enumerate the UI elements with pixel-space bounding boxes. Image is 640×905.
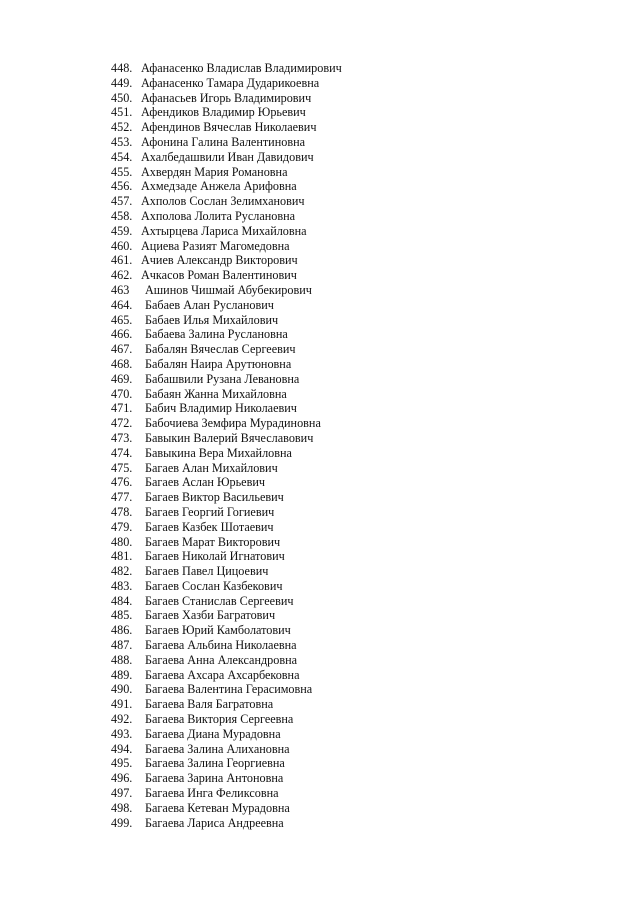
entry-number: 464. (111, 297, 133, 312)
entry-number: 491. (111, 697, 133, 712)
entry-number: 457. (111, 194, 133, 209)
entry-number: 465. (111, 312, 133, 327)
entry-name: Багаев Павел Цицоевич (145, 564, 269, 579)
entry-name: Ахполова Лолита Руслановна (141, 208, 296, 223)
entry-number: 487. (111, 638, 133, 653)
entry-number: 488. (111, 652, 133, 667)
entry-number: 461. (111, 253, 133, 268)
entry-number: 471. (111, 401, 133, 416)
entry-number: 451. (111, 105, 133, 120)
list-item (111, 298, 342, 313)
list-item (111, 682, 342, 697)
entry-number: 460. (111, 238, 133, 253)
list-item (111, 120, 342, 135)
entry-number: 481. (111, 549, 133, 564)
entry-number: 450. (111, 90, 133, 105)
list-item (111, 268, 342, 283)
list-item (111, 594, 342, 609)
entry-number: 467. (111, 342, 133, 357)
list-item (111, 771, 342, 786)
entry-name: Бабаян Жанна Михайловна (145, 386, 287, 401)
entry-number: 468. (111, 356, 133, 371)
entry-number: 476. (111, 475, 133, 490)
entry-number: 484. (111, 593, 133, 608)
entry-number: 497. (111, 786, 133, 801)
list-item (111, 224, 342, 239)
list-item (111, 416, 342, 431)
entry-number: 472. (111, 416, 133, 431)
entry-name: Ахполов Сослан Зелимханович (141, 194, 305, 209)
entry-name: Багаев Хазби Багратович (145, 608, 276, 623)
entry-name: Ахвердян Мария Романовна (141, 164, 288, 179)
entry-name: Багаев Алан Михайлович (145, 460, 278, 475)
entry-name: Багаев Марат Викторович (145, 534, 281, 549)
entry-number: 486. (111, 623, 133, 638)
entry-number: 498. (111, 800, 133, 815)
entry-number: 469. (111, 371, 133, 386)
list-item (111, 490, 342, 505)
entry-name: Афанасенко Тамара Дударикоевна (141, 75, 320, 90)
entry-number: 492. (111, 712, 133, 727)
list-item (111, 579, 342, 594)
entry-number: 478. (111, 504, 133, 519)
entry-number: 483. (111, 578, 133, 593)
list-item (111, 505, 342, 520)
list-item (111, 313, 342, 328)
entry-name: Ачиев Александр Викторович (141, 253, 298, 268)
entry-name: Ахтырцева Лариса Михайловна (141, 223, 307, 238)
entry-number: 499. (111, 815, 133, 830)
entry-name: Бабаев Илья Михайлович (145, 312, 279, 327)
entry-name: Афендинов Вячеслав Николаевич (141, 120, 317, 135)
entry-number: 458. (111, 208, 133, 223)
list-item (111, 357, 342, 372)
entry-name: Багаева Валентина Герасимовна (145, 682, 313, 697)
list-item (111, 756, 342, 771)
list-item (111, 239, 342, 254)
list-item (111, 549, 342, 564)
entry-name: Бабич Владимир Николаевич (145, 401, 297, 416)
entry-number: 495. (111, 756, 133, 771)
entry-name: Бабаев Алан Русланович (145, 297, 274, 312)
entry-name: Багаева Виктория Сергеевна (145, 712, 294, 727)
entry-number: 482. (111, 564, 133, 579)
entry-name: Ашинов Чишмай Абубекирович (145, 282, 312, 297)
list-item (111, 431, 342, 446)
entry-number: 459. (111, 223, 133, 238)
entry-number: 453. (111, 134, 133, 149)
entry-number: 489. (111, 667, 133, 682)
list-item (111, 387, 342, 402)
entry-name: Багаев Станислав Сергеевич (145, 593, 294, 608)
entry-name: Бабалян Вячеслав Сергеевич (145, 342, 296, 357)
list-item (111, 535, 342, 550)
entry-number: 455. (111, 164, 133, 179)
name-list (111, 61, 342, 830)
entry-name: Бабочиева Земфира Мурадиновна (145, 416, 321, 431)
list-item (111, 742, 342, 757)
list-item (111, 786, 342, 801)
entry-name: Ациева Разият Магомедовна (141, 238, 290, 253)
entry-name: Багаев Виктор Васильевич (145, 490, 284, 505)
entry-number: 463 (111, 282, 130, 297)
entry-number: 485. (111, 608, 133, 623)
list-item (111, 712, 342, 727)
entry-name: Афанасенко Владислав Владимирович (141, 61, 342, 75)
list-item (111, 461, 342, 476)
list-item (111, 179, 342, 194)
entry-name: Багаев Казбек Шотаевич (145, 519, 274, 534)
entry-name: Бабаева Залина Руслановна (145, 327, 288, 342)
entry-number: 490. (111, 682, 133, 697)
entry-name: Бавыкин Валерий Вячеславович (145, 430, 314, 445)
entry-name: Багаева Диана Мурадовна (145, 726, 281, 741)
entry-number: 452. (111, 120, 133, 135)
list-item (111, 91, 342, 106)
entry-number: 449. (111, 75, 133, 90)
list-item (111, 342, 342, 357)
list-item (111, 475, 342, 490)
entry-name: Багаев Сослан Казбекович (145, 578, 283, 593)
list-item (111, 727, 342, 742)
entry-number: 477. (111, 490, 133, 505)
list-item (111, 653, 342, 668)
entry-name: Бабашвили Рузана Левановна (145, 371, 300, 386)
list-item (111, 283, 342, 298)
entry-number: 470. (111, 386, 133, 401)
entry-name: Багаева Валя Багратовна (145, 697, 274, 712)
entry-name: Багаев Николай Игнатович (145, 549, 285, 564)
list-item (111, 520, 342, 535)
list-item (111, 608, 342, 623)
entry-name: Ахалбедашвили Иван Давидович (141, 149, 314, 164)
list-item (111, 668, 342, 683)
entry-number: 462. (111, 268, 133, 283)
entry-number: 496. (111, 771, 133, 786)
entry-name: Багаев Аслан Юрьевич (145, 475, 265, 490)
list-item (111, 165, 342, 180)
entry-number: 480. (111, 534, 133, 549)
list-item (111, 150, 342, 165)
entry-name: Багаева Кетеван Мурадовна (145, 800, 290, 815)
list-item (111, 253, 342, 268)
list-item (111, 446, 342, 461)
entry-number: 456. (111, 179, 133, 194)
entry-name: Багаева Инга Феликсовна (145, 786, 279, 801)
entry-number: 494. (111, 741, 133, 756)
entry-name: Бабалян Наира Арутюновна (145, 356, 292, 371)
entry-name: Багаев Георгий Гогиевич (145, 504, 275, 519)
entry-name: Багаева Лариса Андреевна (145, 815, 284, 830)
entry-name: Бавыкина Вера Михайловна (145, 445, 292, 460)
list-item (111, 105, 342, 120)
list-item (111, 801, 342, 816)
entry-name: Багаева Альбина Николаевна (145, 638, 297, 653)
list-item (111, 816, 342, 831)
list-item (111, 372, 342, 387)
list-item (111, 61, 342, 76)
entry-name: Багаев Юрий Камболатович (145, 623, 291, 638)
list-item (111, 564, 342, 579)
entry-number: 454. (111, 149, 133, 164)
entry-name: Афанасьев Игорь Владимирович (141, 90, 312, 105)
entry-name: Ачкасов Роман Валентинович (141, 268, 297, 283)
list-item (111, 135, 342, 150)
list-item (111, 401, 342, 416)
entry-number: 475. (111, 460, 133, 475)
list-item (111, 638, 342, 653)
entry-number: 479. (111, 519, 133, 534)
entry-name: Багаева Залина Алихановна (145, 741, 290, 756)
list-item (111, 194, 342, 209)
entry-name: Афендиков Владимир Юрьевич (141, 105, 306, 120)
entry-number: 493. (111, 726, 133, 741)
entry-number: 474. (111, 445, 133, 460)
entry-name: Багаева Ахсара Ахсарбековна (145, 667, 300, 682)
entry-number: 448. (111, 61, 133, 75)
entry-name: Афонина Галина Валентиновна (141, 134, 306, 149)
list-item (111, 76, 342, 91)
entry-name: Багаева Залина Георгиевна (145, 756, 285, 771)
entry-name: Багаева Анна Александровна (145, 652, 298, 667)
list-item (111, 623, 342, 638)
list-item (111, 327, 342, 342)
entry-name: Ахмедзаде Анжела Арифовна (141, 179, 297, 194)
list-item (111, 697, 342, 712)
entry-name: Багаева Зарина Антоновна (145, 771, 284, 786)
entry-number: 473. (111, 430, 133, 445)
entry-number: 466. (111, 327, 133, 342)
list-item (111, 209, 342, 224)
